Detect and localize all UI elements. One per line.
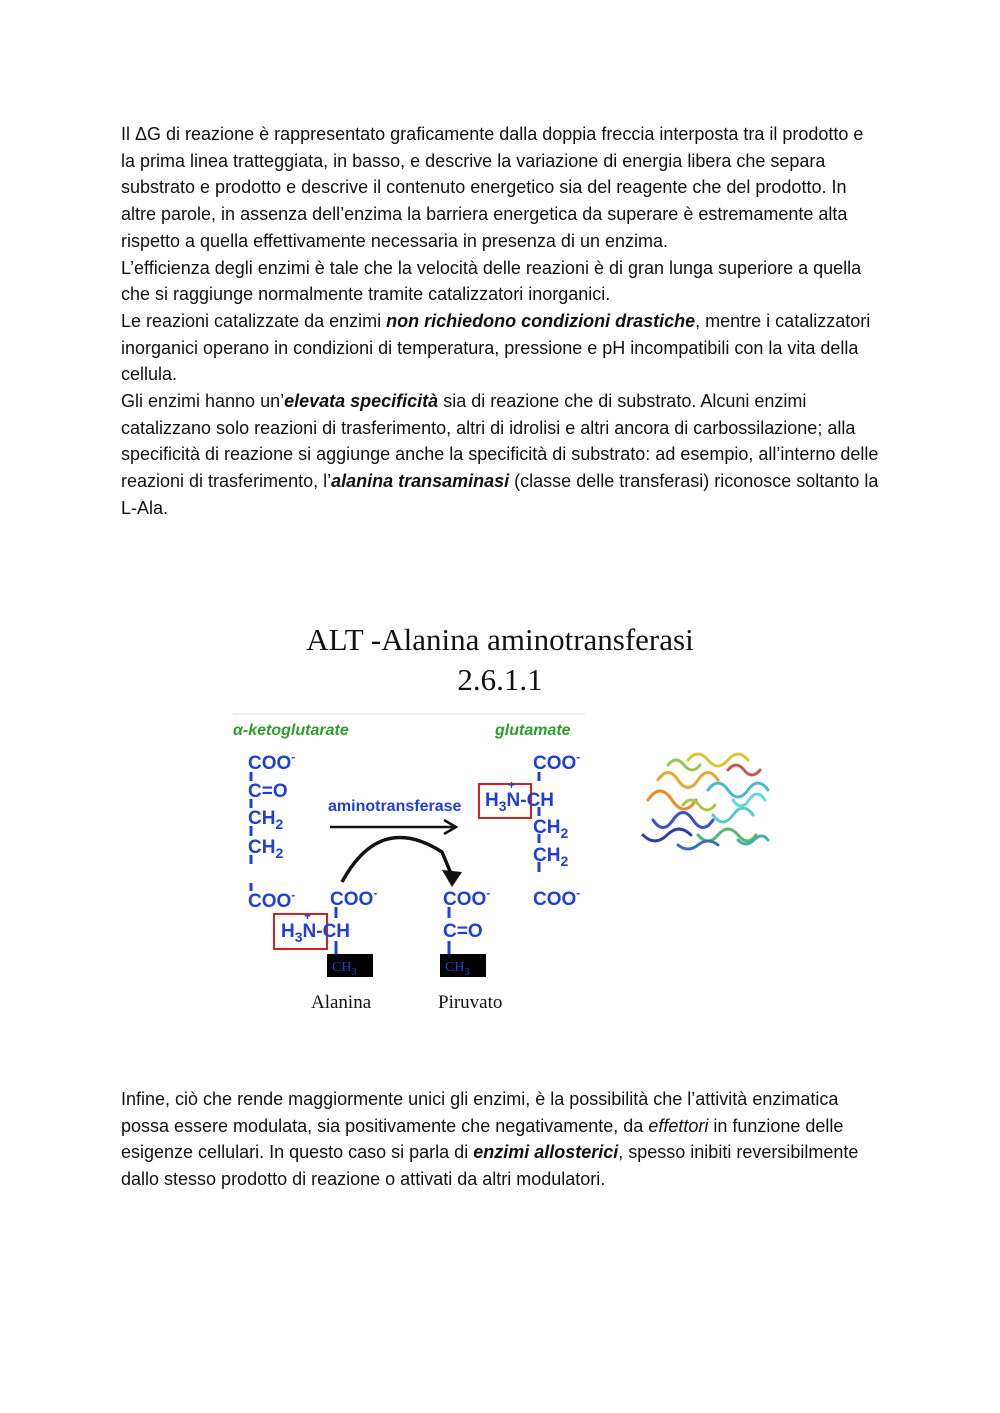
- protein-structure-image: [638, 740, 776, 860]
- emphasis-high-specificity: elevata specificità: [284, 391, 439, 412]
- glutamate-h3n: $H_3N-CH$: [485, 790, 555, 814]
- curved-arrow-head: [442, 870, 462, 887]
- emphasis-effectors: effettori: [648, 1115, 709, 1136]
- paragraph-allosteric-text-e: , spesso inibiti reversibilmente dallo stesso prodotto di reazione o attivati da altri modulatori.: [121, 1142, 859, 1190]
- pyruvate-co: C=O: [443, 921, 483, 942]
- emphasis-alanine-transaminase: alanina transaminasi: [331, 471, 510, 492]
- keto-coo-top: COO-: [248, 750, 296, 774]
- label-ketoglutarate: α-ketoglutarate: [233, 722, 349, 739]
- alanine-plus: +: [304, 909, 312, 923]
- keto-ch2-a: $CH_2$: [248, 808, 284, 832]
- paragraph-specificity-text-c: sia di reazione che di substrato. Alcuni enzimi catalizzano solo reazioni di trasferimento, altri di idrolisi e altri ancora di carbossilazione; alla specificità di reazione si aggiunge anche la specificità di substrato: ad esempio, all’interno delle reazioni di trasferimento, l’: [121, 391, 879, 492]
- straight-arrow: [330, 820, 456, 834]
- label-glutamate: glutamate: [495, 722, 571, 739]
- paragraph-conditions-text-a: Le reazioni catalizzate da enzimi: [121, 310, 387, 331]
- paragraph-allosteric: [121, 1086, 881, 1193]
- keto-co: C=O: [248, 781, 288, 802]
- pyruvate-coo: COO-: [443, 886, 491, 910]
- alanine-h3n: $H_3N-CH$: [281, 921, 351, 945]
- paragraph-allosteric-text-a: Infine, ciò che rende maggiormente unici gli enzimi, è la possibilità che l’attività enzimatica possa essere modulata, sia positivamente che negativamente, da: [121, 1089, 839, 1136]
- glutamate-coo-top: COO-: [533, 750, 581, 774]
- emphasis-no-drastic-conditions: non richiedono condizioni drastiche: [386, 310, 696, 331]
- label-alanina: Alanina: [311, 992, 372, 1013]
- paragraph-allosteric-text-c: in funzione delle esigenze cellulari. In questo caso si parla di: [121, 1115, 844, 1163]
- figure-title-line2: 2.6.1.1: [457, 662, 543, 697]
- alanine-coo: COO-: [330, 886, 378, 910]
- emphasis-allosteric-enzymes: enzimi allosterici: [473, 1142, 619, 1163]
- paragraph-efficiency-text: L’efficienza degli enzimi è tale che la velocità delle reazioni è di gran lunga superiore a quella che si raggiunge normalmente tramite catalizzatori inorganici.: [121, 257, 862, 305]
- glutamate-ch2-a: $CH_2$: [533, 817, 569, 841]
- keto-ch2-b: $CH_2$: [248, 837, 284, 861]
- figure-title-line1: ALT -Alanina aminotransferasi: [306, 622, 694, 657]
- paragraph-conditions-text-c: , mentre i catalizzatori inorganici operano in condizioni di temperatura, pressione e pH incompatibili con la vita della cellula.: [121, 310, 871, 385]
- glutamate-coo-bottom: COO-: [533, 886, 581, 910]
- paragraph-delta-g: [121, 121, 881, 522]
- glutamate-plus: +: [508, 778, 516, 792]
- paragraph-delta-g-text: Il ΔG di reazione è rappresentato graficamente dalla doppia freccia interposta tra il prodotto e la prima linea tratteggiata, in basso, e descrive la variazione di energia libera che separa substrato e prodotto e descrive il contenuto energetico sia del reagente che del prodotto. In altre parole, in assenza dell’enzima la barriera energetica da superare è estremamente alta rispetto a quella effettivamente necessaria in presenza di un enzima.: [121, 124, 864, 251]
- curved-arrow: [342, 837, 452, 882]
- label-aminotransferase: aminotransferase: [328, 798, 462, 815]
- alanine-ch3: $CH_3$: [332, 960, 357, 978]
- paragraph-specificity-text-e: (classe delle transferasi) riconosce soltanto la L-Ala.: [121, 471, 879, 518]
- figure-title: [230, 620, 770, 700]
- glutamate-ch2-b: $CH_2$: [533, 845, 569, 869]
- pyruvate-ch3: $CH_3$: [445, 960, 470, 978]
- keto-coo-bottom: COO-: [248, 888, 296, 912]
- paragraph-specificity-text-a: Gli enzimi hanno un’: [121, 391, 285, 412]
- label-piruvato: Piruvato: [438, 992, 503, 1013]
- alt-reaction-diagram: [230, 712, 590, 1020]
